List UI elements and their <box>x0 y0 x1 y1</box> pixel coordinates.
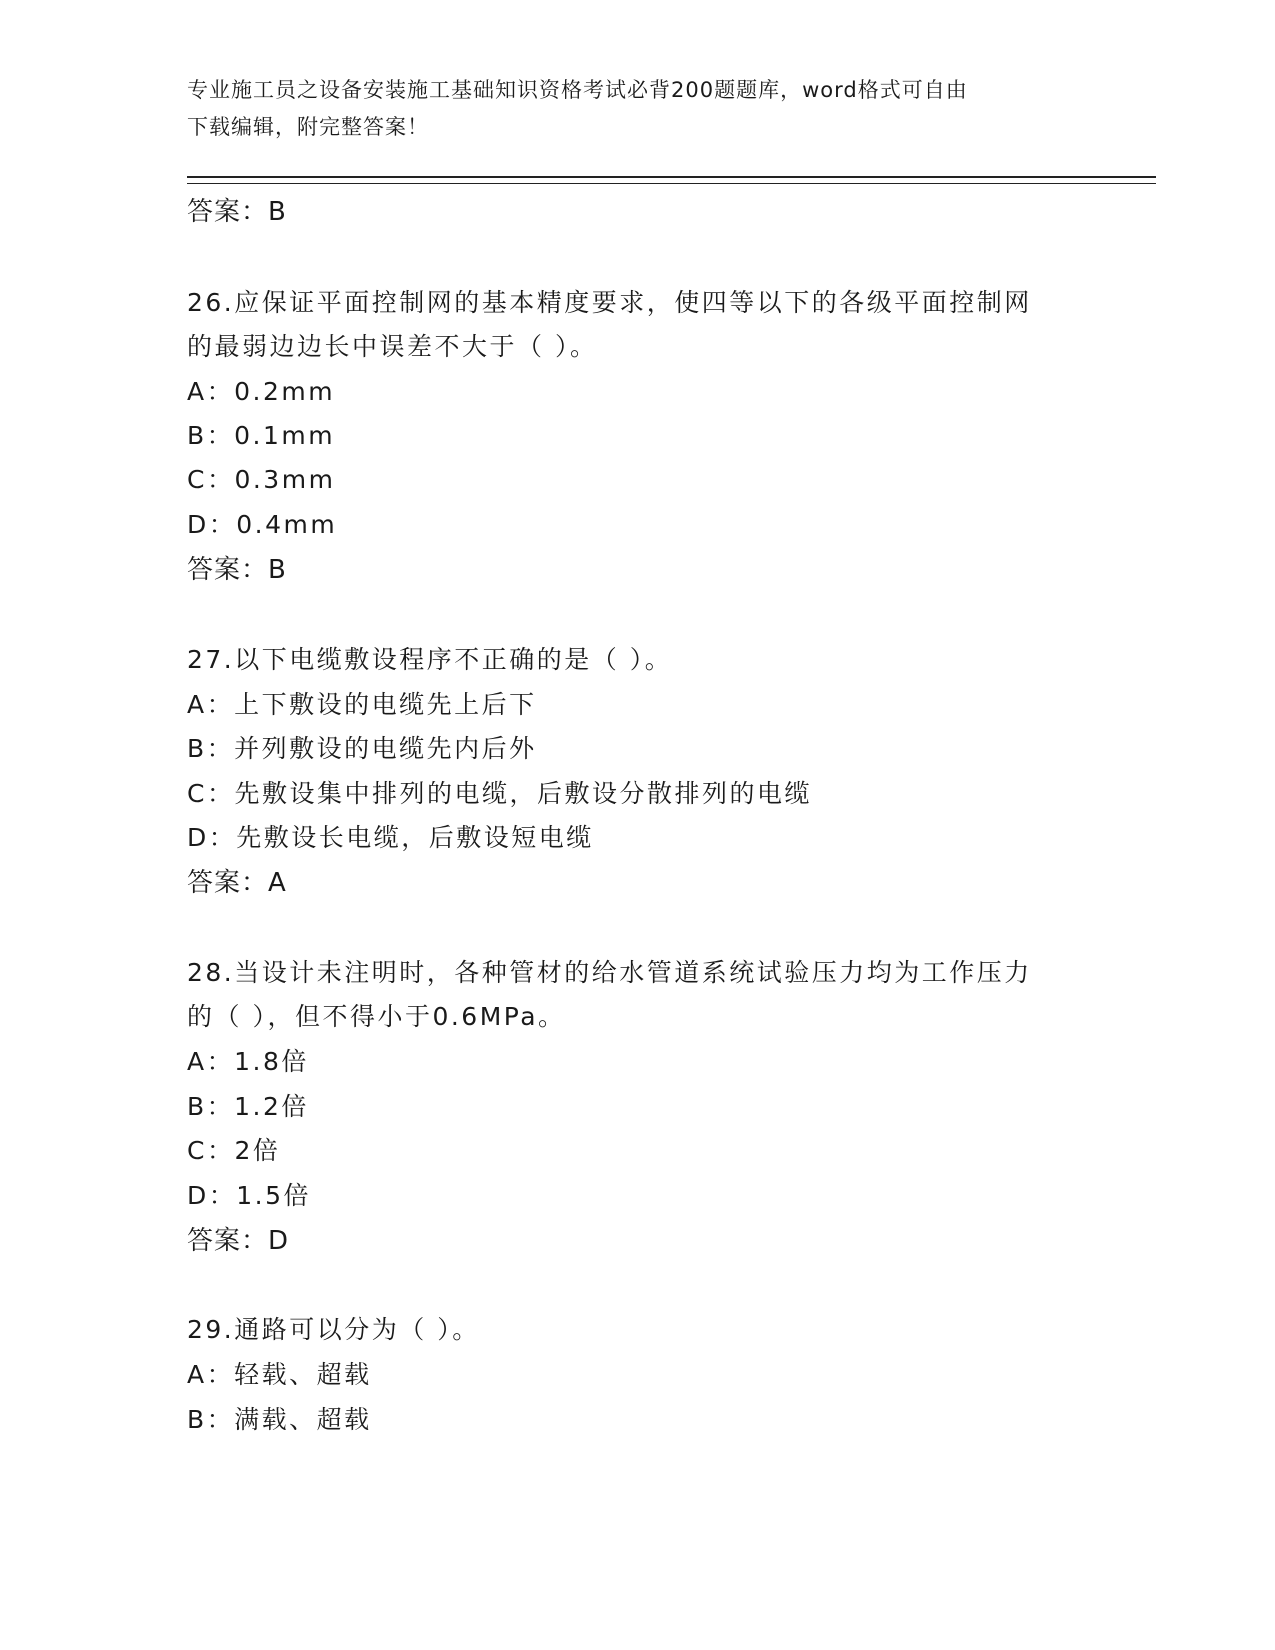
question-28-stem-line-1: 28.当设计未注明时，各种管材的给水管道系统试验压力均为工作压力 <box>187 958 1032 987</box>
question-28-option-a: A：1.8倍 <box>187 1047 309 1076</box>
question-28-stem-line-2: 的（ ），但不得小于0.6MPa。 <box>187 1002 566 1031</box>
question-26-option-a: A：0.2mm <box>187 377 336 406</box>
question-26-option-b: B：0.1mm <box>187 421 336 450</box>
question-26-stem-line-1: 26.应保证平面控制网的基本精度要求，使四等以下的各级平面控制网 <box>187 288 1032 317</box>
question-28-option-b: B：1.2倍 <box>187 1092 309 1121</box>
question-29-option-b: B：满载、超载 <box>187 1405 372 1434</box>
question-28-answer: 答案：D <box>187 1226 290 1256</box>
header-line-1: 专业施工员之设备安装施工基础知识资格考试必背200题题库，word格式可自由 <box>187 78 968 102</box>
header-line-2: 下载编辑，附完整答案！ <box>187 115 429 139</box>
question-26-answer: 答案：B <box>187 555 287 585</box>
question-26-option-c: C：0.3mm <box>187 465 336 494</box>
question-29-option-a: A：轻载、超载 <box>187 1360 372 1389</box>
question-27-option-d: D：先敷设长电缆，后敷设短电缆 <box>187 823 594 852</box>
question-28-option-d: D：1.5倍 <box>187 1181 312 1210</box>
question-27-option-a: A：上下敷设的电缆先上后下 <box>187 690 537 719</box>
question-27-answer: 答案：A <box>187 868 287 898</box>
answer-text: 答案：B <box>187 197 287 227</box>
question-29-stem: 29.通路可以分为（ ）。 <box>187 1315 480 1344</box>
question-26-stem-line-2: 的最弱边边长中误差不大于（ ）。 <box>187 332 598 361</box>
question-27-option-c: C：先敷设集中排列的电缆，后敷设分散排列的电缆 <box>187 779 812 808</box>
question-27-stem: 27.以下电缆敷设程序不正确的是（ ）。 <box>187 645 673 674</box>
document-header <box>187 72 1067 146</box>
question-26-option-d: D：0.4mm <box>187 510 338 539</box>
header-divider <box>187 176 1156 184</box>
question-28-option-c: C：2倍 <box>187 1136 281 1165</box>
question-27-option-b: B：并列敷设的电缆先内后外 <box>187 734 537 763</box>
